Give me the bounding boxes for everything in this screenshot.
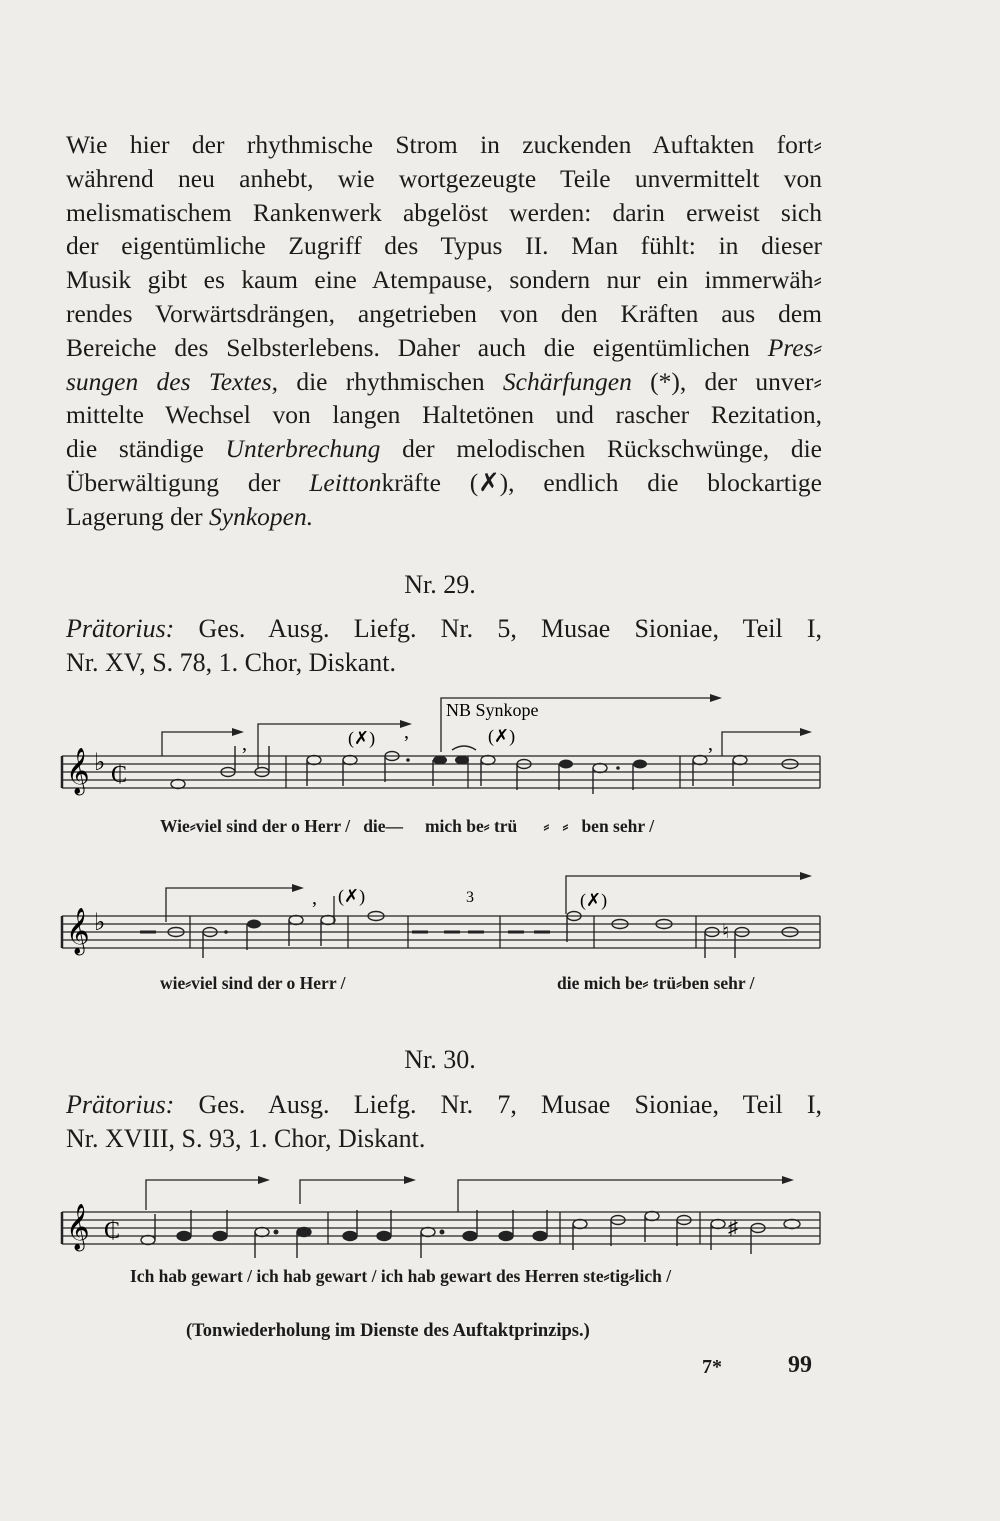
body-paragraph [66,128,822,534]
text-line: Lagerung der Synkopen. [66,501,314,531]
text-line: sungen des Textes, die rhythmischen Schärfungen (*), der unver⸗ [66,366,822,396]
example-29-number: Nr. 29. [404,570,476,599]
text-line: rendes Vorwärtsdrängen, angetrieben von den Kräften aus dem [66,298,822,328]
text-line: Bereiche des Selbsterlebens. Daher auch die eigentümlichen Pres⸗ [66,332,822,362]
flat-icon: ♭ [94,750,106,776]
example-30-source: Prätorius: Ges. Ausg. Liefg. Nr. 7, Musae Sioniae, Teil I, Nr. XVIII, S. 93, 1. Chor, Diskant. [66,1090,822,1153]
svg-text:,: , [404,721,409,743]
music-staff-30 [0,1160,1000,1270]
text-line: Musik gibt es kaum eine Atempause, sondern nur ein immerwäh⸗ [66,265,822,295]
example-29-source: Prätorius: Ges. Ausg. Liefg. Nr. 5, Musae Sioniae, Teil I, Nr. XV, S. 78, 1. Chor, Diskant. [66,614,822,677]
cut-time-icon: ₵ [111,762,128,788]
text-line: der eigentümliche Zugriff des Typus II. Man fühlt: in dieser [66,231,822,261]
leitton-mark: (✗) [488,726,516,746]
signature-mark: 7* [702,1356,722,1378]
text-line: Wie hier der rhythmische Strom in zuckenden Auftakten fort⸗ [66,130,822,159]
svg-text:,: , [708,733,713,755]
cut-time-icon: ₵ [104,1218,121,1244]
music-staff-29-2 [0,858,1000,978]
example-30-caption: (Tonwiederholung im Dienste des Auftaktprinzips.) [186,1321,590,1341]
nb-annotation: NB Synkope [446,700,539,720]
lyrics-29-1: Wie⸗viel sind der o Herr / die— mich be⸗ trü ⸗ ⸗ ben sehr / [160,816,655,836]
music-staff-29-1 [0,680,1000,820]
lyrics-30: Ich hab gewart / ich hab gewart / ich hab gewart des Herren ste⸗tig⸗lich / [130,1266,672,1286]
example-30-number: Nr. 30. [404,1045,476,1074]
flat-icon: ♭ [94,910,106,936]
leitton-mark: (✗) [348,728,376,748]
lyrics-29-2: wie⸗viel sind der o Herr / [160,973,346,993]
text-line: Überwältigung der Leittonkräfte (✗), endlich die blockartige [66,467,822,497]
text-line: die ständige Unterbrechung der melodischen Rückschwünge, die [66,434,822,464]
svg-text:,: , [312,887,317,909]
leitton-mark: (✗) [580,890,608,910]
text-line: melismatischem Rankenwerk abgelöst werden: darin erweist sich [66,197,822,227]
treble-clef-icon: 𝄞 [66,908,90,953]
natural-icon: ♮ [722,921,730,943]
page-number: 99 [788,1352,812,1378]
lyrics-29-2b: die mich be⸗ trü⸗ben sehr / [557,973,755,993]
treble-clef-icon: 𝄞 [66,748,90,793]
text-line: mittelte Wechsel von langen Haltetönen und rascher Rezitation, [66,400,822,430]
treble-clef-icon: 𝄞 [66,1204,90,1249]
text-line: während neu anhebt, wie wortgezeugte Teile unvermittelt von [66,163,822,193]
triplet-mark: 3 [466,889,474,906]
sharp-icon: ♯ [728,1217,738,1239]
svg-text:,: , [242,733,247,755]
leitton-mark: (✗) [338,886,366,906]
